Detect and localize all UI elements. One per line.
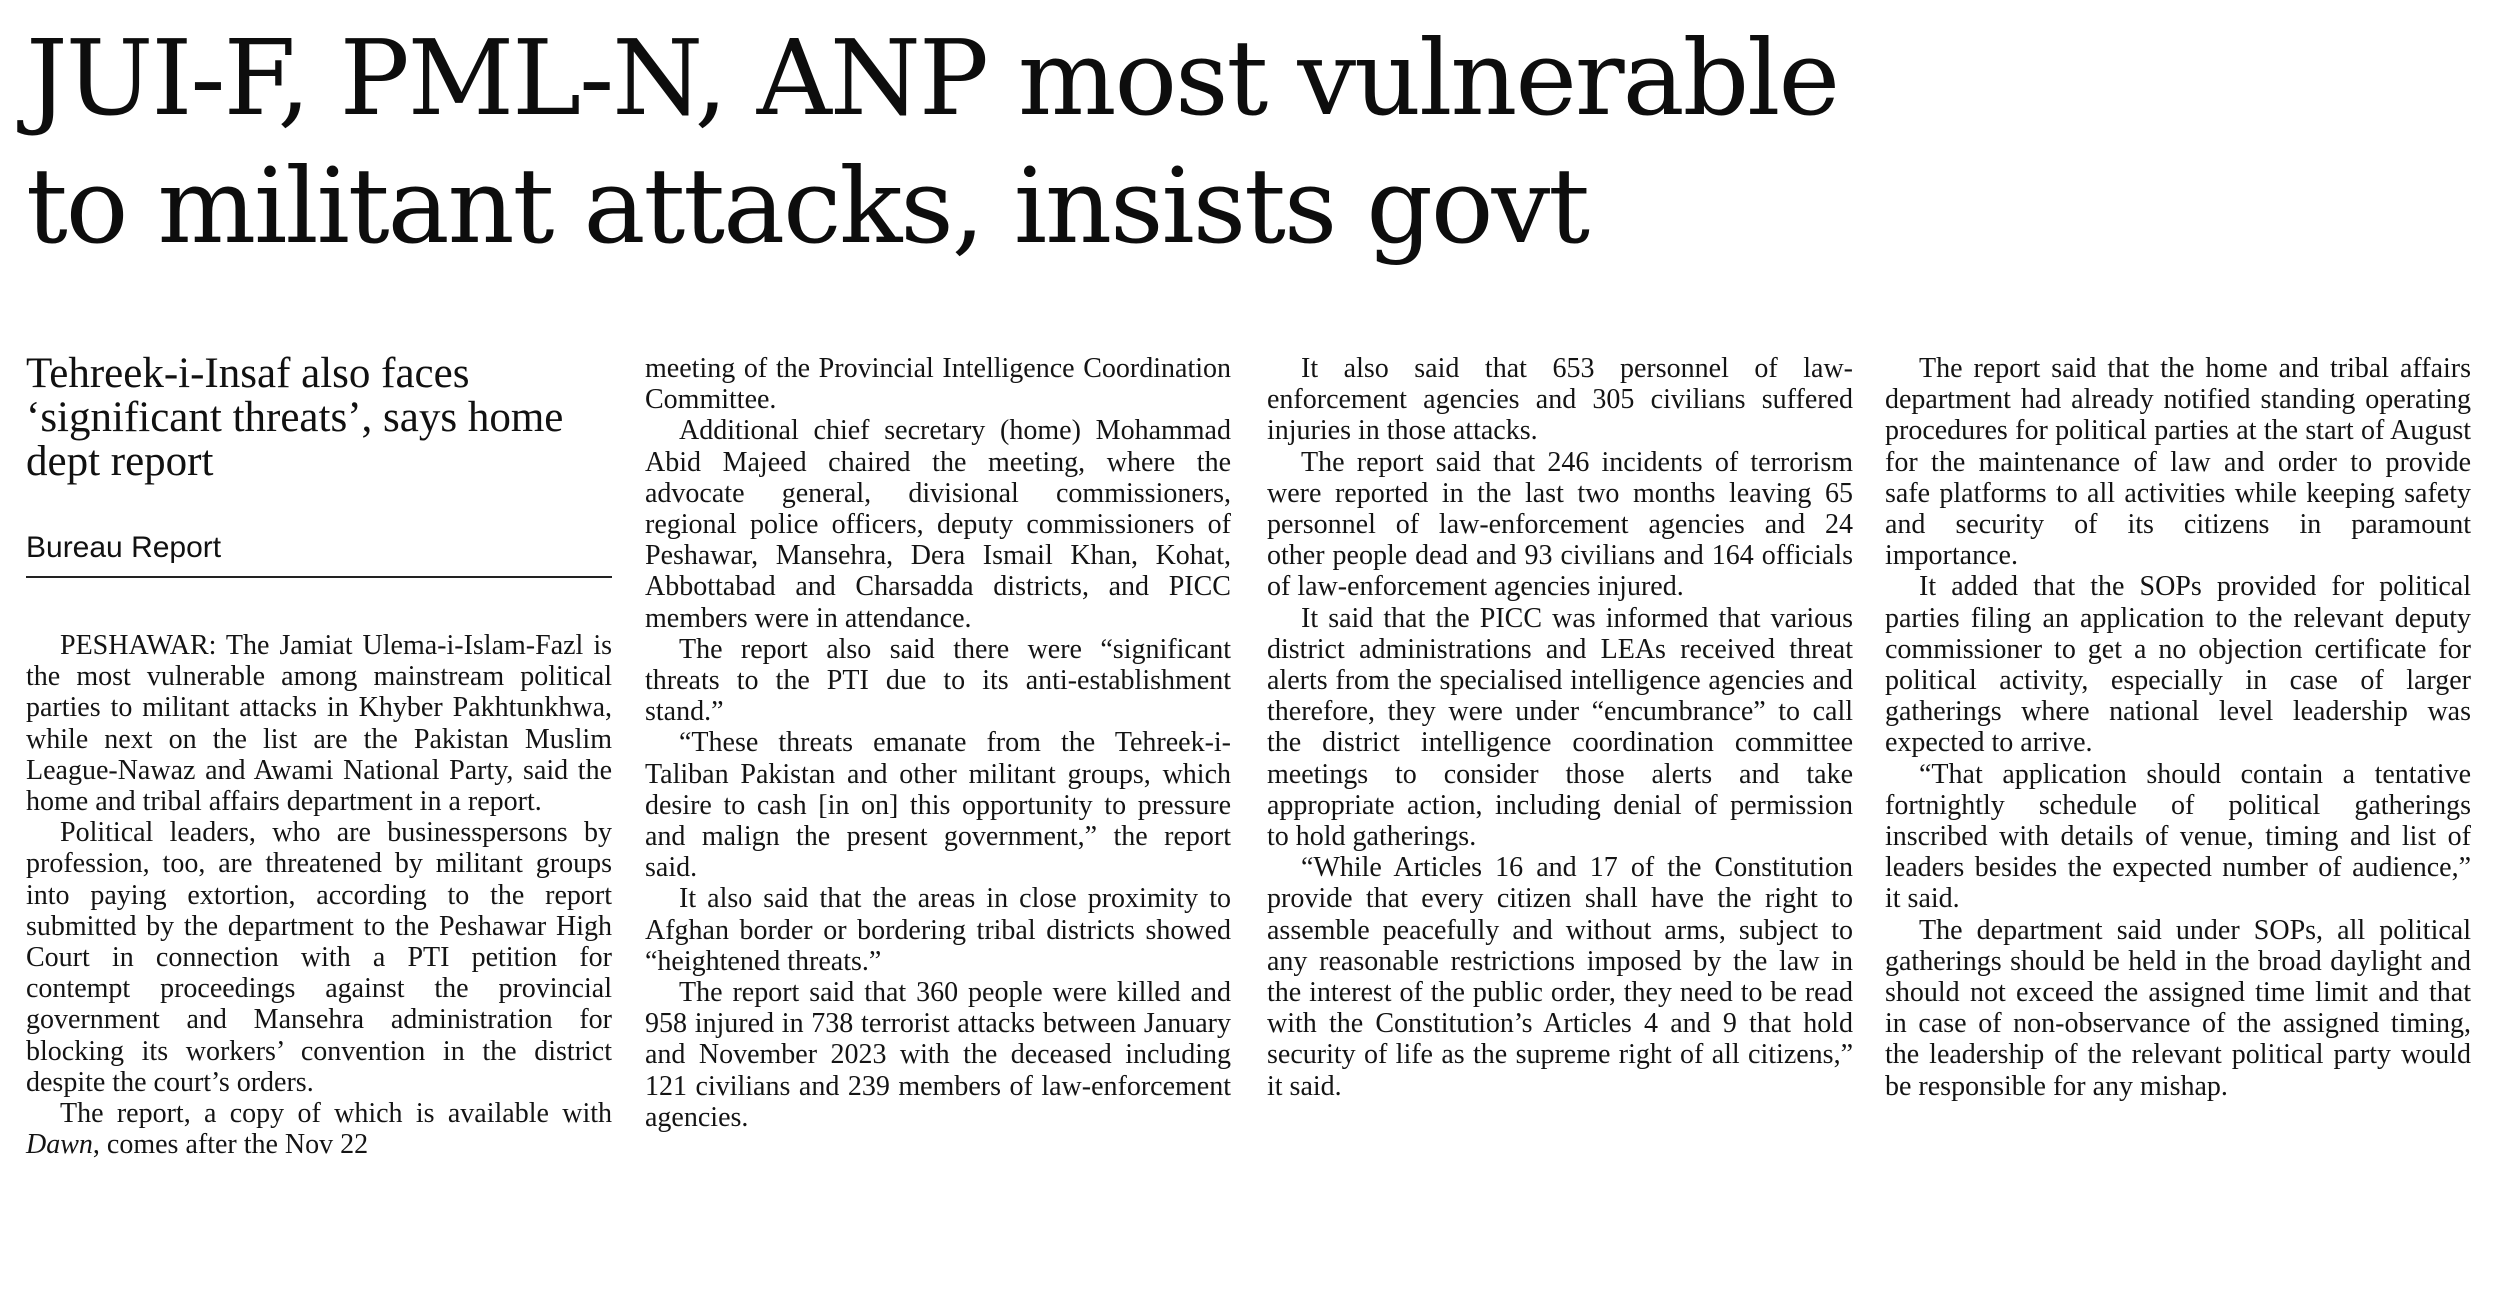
- paragraph: “That application should contain a tentative fortnightly schedule of political gatherings inscribed with details of venue, timing and list of leaders besides the expected number of audience,” it said.: [1885, 758, 2471, 915]
- paragraph: “While Articles 16 and 17 of the Constitution provide that every citizen shall have the right to assemble peacefully and without arms, subject to any reasonable restrictions imposed by the law in the interest of the public order, they need to be read with the Constitution’s Articles 4 and 9 that hold security of life as the supreme right of all citizens,” it said.: [1267, 852, 1853, 1102]
- paragraph: Additional chief secretary (home) Mohammad Abid Majeed chaired the meeting, where the advocate general, divisional commissioners, regional police officers, deputy commissioners of Peshawar, Mansehra, Dera Ismail Khan, Kohat, Abbottabad and Charsadda districts, and PICC members were in attendance.: [645, 415, 1231, 634]
- text-run: The report, a copy of which is available with: [60, 1098, 612, 1130]
- paragraph: meeting of the Provincial Intelligence Coordination Committee.: [645, 353, 1231, 416]
- paragraph: [26, 1098, 612, 1160]
- paragraph: The report said that 246 incidents of terrorism were reported in the last two months leaving 65 personnel of law-enforcement agencies and 24 other people dead and 93 civilians and 164 officials of law-enforcement agencies injured.: [1267, 446, 1853, 603]
- publication-name: Dawn: [26, 1129, 93, 1161]
- paragraph: PESHAWAR: The Jamiat Ulema-i-Islam-Fazl is the most vulnerable among mainstream political parties to militant attacks in Khyber Pakhtunkhwa, while next on the list are the Pakistan Muslim League-Nawaz and Awami National Party, said the home and tribal affairs department in a report.: [26, 630, 612, 818]
- paragraph: It also said that 653 personnel of law-enforcement agencies and 305 civilians suffered injuries in those attacks.: [1267, 353, 1853, 447]
- paragraph: Political leaders, who are businesspersons by profession, too, are threatened by militant groups into paying extortion, according to the report submitted by the department to the Peshawar High Court in connection with a PTI petition for contempt proceedings against the provincial government and Mansehra administration for blocking its workers’ convention in the district despite the court’s orders.: [26, 817, 612, 1098]
- paragraph: The department said under SOPs, all political gatherings should be held in the broad daylight and should not exceed the assigned time limit and that in case of non-observance of the assigned timing, the leadership of the relevant political party would be responsible for any mishap.: [1885, 914, 2471, 1102]
- paragraph: It also said that the areas in close proximity to Afghan border or bordering tribal districts showed “heightened threats.”: [645, 883, 1231, 977]
- text-run: , comes after the Nov 22: [92, 1129, 369, 1161]
- headline-line-1: JUI-F, PML-N, ANP most vulnerable: [26, 17, 1838, 139]
- deck-subheadline: Tehreek-i-Insaf also faces ‘significant threats’, says home dept report: [26, 350, 564, 485]
- paragraph: “These threats emanate from the Tehreek-i-Taliban Pakistan and other militant groups, which desire to cash [in on] this opportunity to pressure and malign the present government,” the report said.: [645, 727, 1231, 884]
- paragraph: The report said that 360 people were killed and 958 injured in 738 terrorist attacks between January and November 2023 with the deceased including 121 civilians and 239 members of law-enforcement agencies.: [645, 977, 1231, 1133]
- article-column-4: [1885, 353, 2471, 1102]
- paragraph: It added that the SOPs provided for political parties filing an application to the relevant deputy commissioner to get a no objection certificate for political activity, especially in case of larger gatherings where national level leadership was expected to arrive.: [1885, 571, 2471, 759]
- paragraph: The report said that the home and tribal affairs department had already notified standing operating procedures for political parties at the start of August for the maintenance of law and order to provide safe platforms to all activities while keeping safety and security of its citizens in paramount importance.: [1885, 353, 2471, 572]
- article-column-2: [645, 353, 1231, 1133]
- byline: Bureau Report: [26, 530, 612, 578]
- article-column-1: [26, 630, 612, 1160]
- paragraph: The report also said there were “significant threats to the PTI due to its anti-establishment stand.”: [645, 633, 1231, 728]
- headline: [26, 14, 2466, 270]
- article-column-3: [1267, 353, 1853, 1102]
- paragraph: It said that the PICC was informed that various district administrations and LEAs received threat alerts from the specialised intelligence agencies and therefore, they were under “encumbrance” to call the district intelligence coordination committee meetings to consider those alerts and take appropriate action, including denial of permission to hold gatherings.: [1267, 602, 1853, 853]
- headline-line-2: to militant attacks, insists govt: [26, 145, 1589, 267]
